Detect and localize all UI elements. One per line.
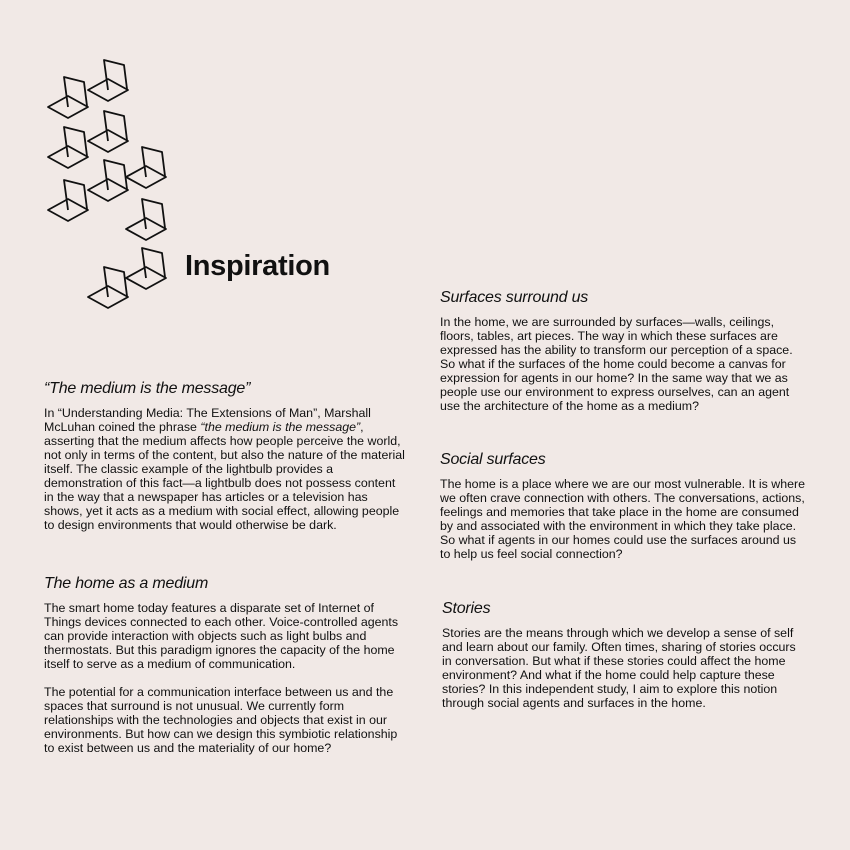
- section-medium-message: [44, 380, 406, 546]
- surface-tile-icon: [88, 160, 128, 201]
- section-stories: [442, 600, 797, 724]
- surface-tile-icon: [88, 111, 128, 152]
- surface-tile-icon: [126, 199, 166, 240]
- section-body: In the home, we are surrounded by surfaces—walls, ceilings, floors, tables, art pieces. The way in which these surfaces are expressed has the ability to transform our perception of a space. So what if the surfaces of the home could become a canvas for expression for agents in our home? In the same way that we as people use our environment to express ourselves, can an agent use the architecture of the home as a medium?: [440, 315, 793, 413]
- surface-tile-icon: [88, 60, 128, 101]
- section-body: Stories are the means through which we develop a sense of self and learn about our family. Often times, sharing of stories occurs in conversation. But what if these stories could affect the home environment? And what if the home could help capture these stories? In this independent study, I aim to explore this notion through social agents and surfaces in the home.: [442, 626, 796, 710]
- section-home-as-medium: [44, 575, 404, 769]
- section-heading: Surfaces surround us: [440, 289, 589, 306]
- section-surfaces-surround: [440, 289, 805, 427]
- surface-tile-icon: [126, 147, 166, 188]
- surface-tile-icon: [48, 180, 88, 221]
- section-body: The smart home today features a disparate set of Internet of Things devices connected to each other. Voice-controlled agents can provide interaction with objects such as light bulbs and thermostats. But this paradigm ignores the capacity of the home itself to serve as a medium of communication.: [44, 601, 399, 671]
- section-heading: Social surfaces: [440, 451, 546, 468]
- surface-tile-icon: [48, 127, 88, 168]
- surface-tile-icon: [88, 267, 128, 308]
- section-heading: The home as a medium: [44, 575, 209, 592]
- surface-tile-icon: [48, 77, 88, 118]
- section-body: The home is a place where we are our most vulnerable. It is where we often crave connection with others. The conversations, actions, feelings and memories that take place in the home are consumed by and associated with the environment in which they take place. So what if agents in our homes could use the surfaces around us to help us feel social connection?: [440, 477, 806, 561]
- section-heading: Stories: [442, 600, 491, 617]
- section-body: In “Understanding Media: The Extensions of Man”, Marshall McLuhan coined the phrase “the medium is the message”, asserting that the medium affects how people perceive the world, not only in terms of the content, but also the nature of the material itself. The classic example of the lightbulb provides a demonstration of this fact—a lightbulb does not possess content in the way that a newspaper has articles or a television has shows, yet it acts as a medium with social effect, allowing people to design environments that would otherwise be dark.: [44, 406, 405, 532]
- section-body: The potential for a communication interface between us and the spaces that surround is not unusual. We currently form relationships with the technologies and objects that exist in our environments. But how can we design this symbiotic relationship to exist between us and the materiality of our home?: [44, 685, 398, 755]
- surface-tile-icon: [126, 248, 166, 289]
- section-heading: “The medium is the message”: [44, 380, 251, 397]
- page-title: Inspiration: [185, 250, 330, 282]
- section-social-surfaces: [440, 451, 805, 575]
- floating-surfaces-illustration: [40, 50, 180, 310]
